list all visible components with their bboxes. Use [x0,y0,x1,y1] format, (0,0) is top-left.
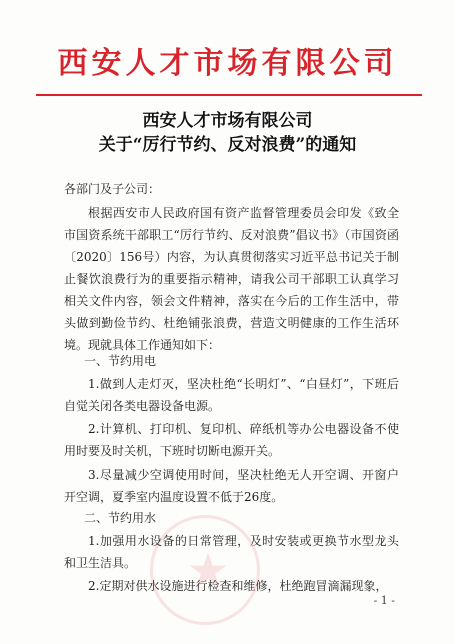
header-red-rule [36,94,422,96]
organization-header: 西安人才市场有限公司 [57,46,398,81]
section-heading-water: 二、节约用水 [84,511,157,525]
faint-seal-watermark [150,515,260,625]
document-title-line-2: 关于“厉行节约、反对浪费”的通知 [98,135,357,155]
water-item-1: 1.加强用水设备的日常管理，及时安装或更换节水型龙头和卫生洁具。 [64,534,399,570]
electricity-item-2: 2.计算机、打印机、复印机、碎纸机等办公电器设备不使用时要及时关机，下班时切断电源开关。 [64,422,399,458]
electricity-item-3: 3.尽量减少空调使用时间，坚决杜绝无人开空调、开窗户开空调，夏季室内温度设置不低于26度。 [64,468,399,504]
page-number: - 1 - [373,594,395,607]
electricity-item-1: 1.做到人走灯灭，坚决杜绝“长明灯”、“白昼灯”，下班后自觉关闭各类电器设备电源。 [64,377,399,413]
section-heading-electricity: 一、节约用电 [84,354,157,368]
seal-star-icon: ★ [186,543,230,599]
water-item-2: 2.定期对供水设施进行检查和维修，杜绝跑冒滴漏现象， [88,579,388,593]
document-title-line-1: 西安人才市场有限公司 [142,111,313,131]
intro-paragraph: 根据西安市人民政府国有资产监督管理委员会印发《致全市国资系统干部职工“厉行节约、反对浪费”倡议书》（市国资函〔2020〕156号）内容，为认真贯彻落实习近平总书记关于制止餐饮浪费行为的重要指示精神，请我公司干部职工认真学习相关文件内容，领会文件精神，落实在今后的工作生活中，带头做到勤俭节约、杜绝铺张浪费，营造文明健康的工作生活环境。现就具体工作通知如下： [64,206,399,352]
salutation: 各部门及子公司： [64,182,161,196]
